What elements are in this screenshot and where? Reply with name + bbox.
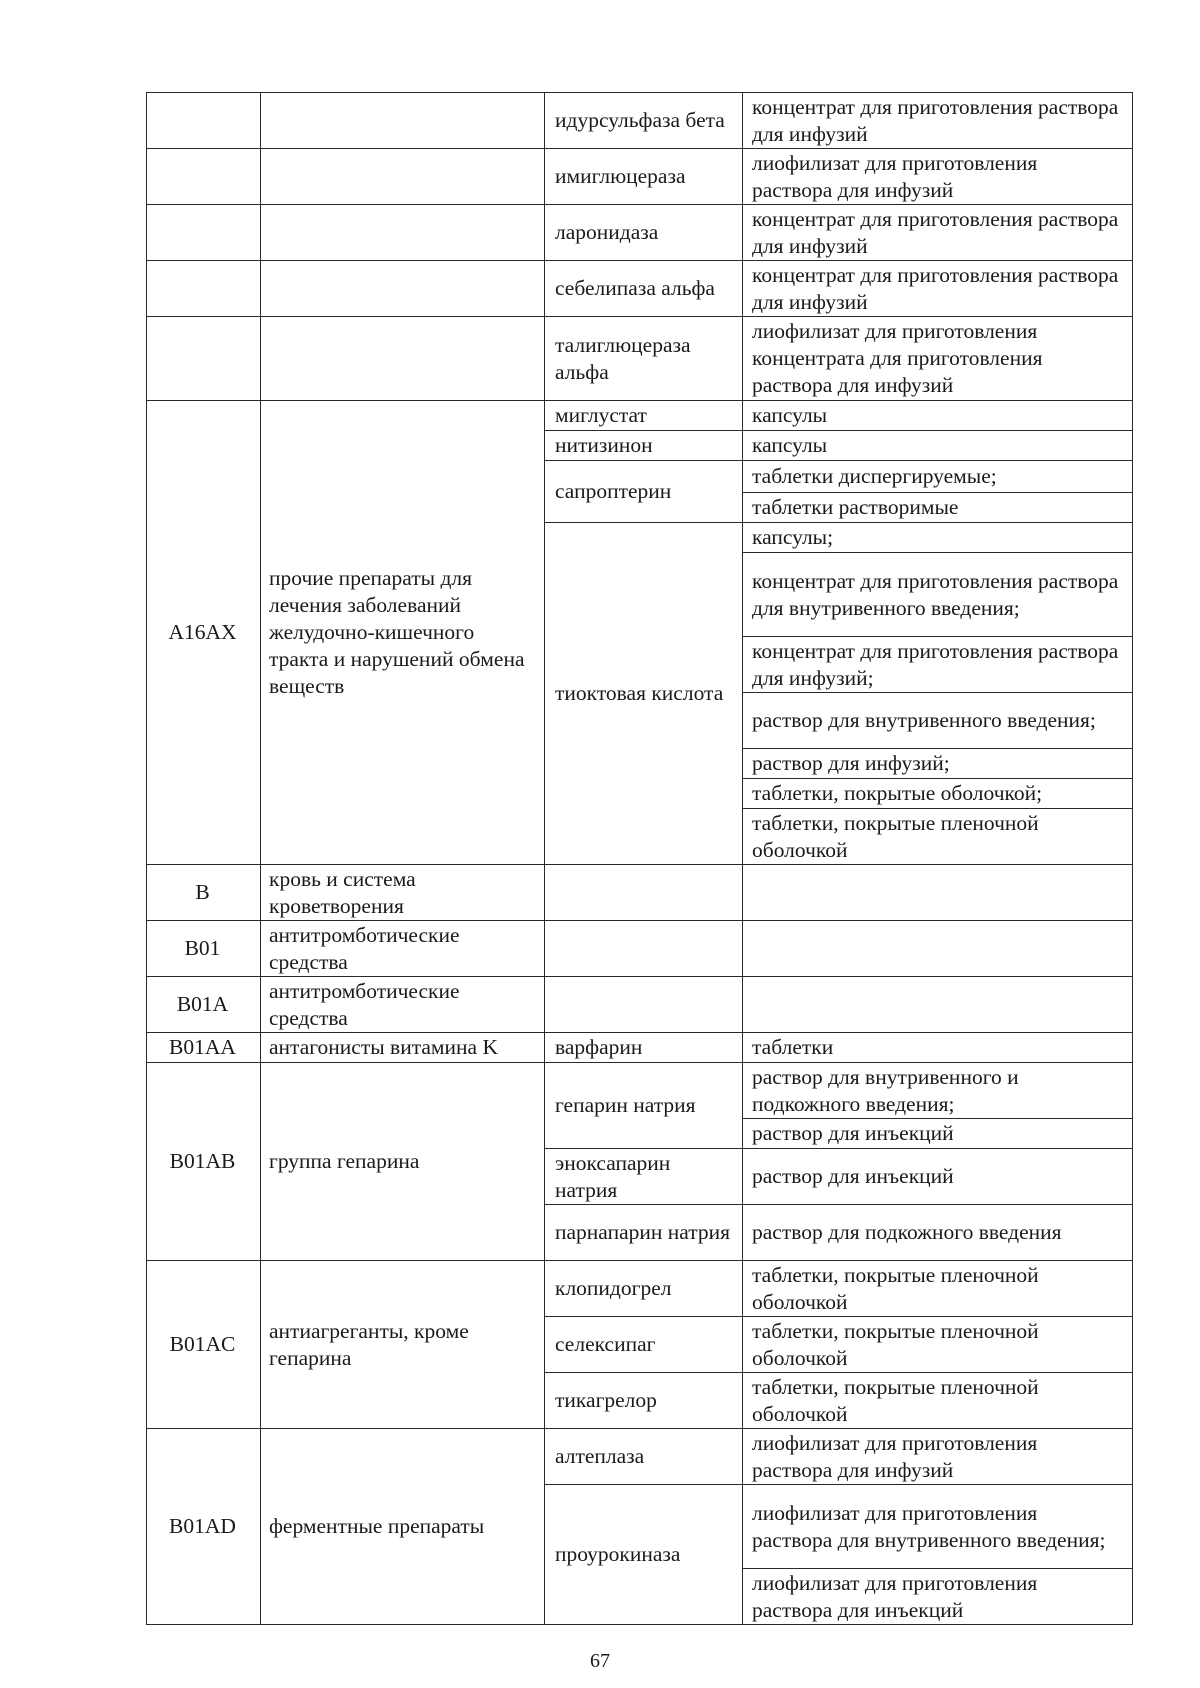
page-number: 67	[590, 1650, 610, 1672]
dosage-form-cell: концентрат для приготовления раствора для инфузий;	[743, 637, 1133, 693]
atc-code-cell: B01AC	[147, 1261, 261, 1429]
group-name-cell: антиагреганты, кроме гепарина	[261, 1261, 545, 1429]
drug-name-cell: эноксапарин натрия	[545, 1149, 743, 1205]
dosage-form-cell	[743, 921, 1133, 977]
dosage-form-cell: капсулы	[743, 431, 1133, 461]
table-row	[147, 261, 1133, 317]
drug-name-cell: сапроптерин	[545, 461, 743, 523]
dosage-form-cell: капсулы	[743, 401, 1133, 431]
drug-name-cell	[545, 921, 743, 977]
atc-code-cell: B	[147, 865, 261, 921]
table-body	[147, 93, 1133, 1625]
table-row	[147, 1261, 1133, 1317]
drug-name-cell: парнапарин натрия	[545, 1205, 743, 1261]
table-row	[147, 149, 1133, 205]
table-row	[147, 865, 1133, 921]
dosage-form-cell: концентрат для приготовления раствора для инфузий	[743, 93, 1133, 149]
table-row	[147, 1429, 1133, 1485]
atc-code-cell	[147, 205, 261, 261]
table-row	[147, 317, 1133, 401]
table-row	[147, 921, 1133, 977]
atc-code-cell: A16AX	[147, 401, 261, 865]
dosage-form-cell: лиофилизат для приготовления раствора для внутривенного введения;	[743, 1485, 1133, 1569]
table-row	[147, 1033, 1133, 1063]
dosage-form-cell: концентрат для приготовления раствора для внутривенного введения;	[743, 553, 1133, 637]
drug-name-cell: идурсульфаза бета	[545, 93, 743, 149]
dosage-form-cell: лиофилизат для приготовления раствора для инфузий	[743, 1429, 1133, 1485]
dosage-form-cell	[743, 977, 1133, 1033]
dosage-form-cell: раствор для инъекций	[743, 1119, 1133, 1149]
drug-name-cell: гепарин натрия	[545, 1063, 743, 1149]
drug-name-cell: проурокиназа	[545, 1485, 743, 1625]
drug-name-cell	[545, 977, 743, 1033]
group-name-cell	[261, 93, 545, 149]
dosage-form-cell: таблетки, покрытые пленочной оболочкой	[743, 809, 1133, 865]
dosage-form-cell: раствор для инфузий;	[743, 749, 1133, 779]
drug-name-cell: варфарин	[545, 1033, 743, 1063]
dosage-form-cell: таблетки диспергируемые;	[743, 461, 1133, 493]
group-name-cell	[261, 149, 545, 205]
drug-name-cell: алтеплаза	[545, 1429, 743, 1485]
group-name-cell: антагонисты витамина K	[261, 1033, 545, 1063]
dosage-form-cell: раствор для подкожного введения	[743, 1205, 1133, 1261]
drug-name-cell: имиглюцераза	[545, 149, 743, 205]
dosage-form-cell: раствор для внутривенного и подкожного введения;	[743, 1063, 1133, 1119]
dosage-form-cell: лиофилизат для приготовления раствора для инфузий	[743, 149, 1133, 205]
atc-code-cell	[147, 317, 261, 401]
dosage-form-cell: таблетки, покрытые пленочной оболочкой	[743, 1373, 1133, 1429]
atc-code-cell: B01AA	[147, 1033, 261, 1063]
dosage-form-cell	[743, 865, 1133, 921]
table-row	[147, 93, 1133, 149]
atc-code-cell	[147, 149, 261, 205]
dosage-form-cell: раствор для внутривенного введения;	[743, 693, 1133, 749]
atc-code-cell	[147, 261, 261, 317]
dosage-form-cell: таблетки, покрытые пленочной оболочкой	[743, 1261, 1133, 1317]
group-name-cell: антитромботические средства	[261, 921, 545, 977]
dosage-form-cell: лиофилизат для приготовления раствора для инъекций	[743, 1569, 1133, 1625]
drug-name-cell: талиглюцераза альфа	[545, 317, 743, 401]
drug-name-cell: клопидогрел	[545, 1261, 743, 1317]
table-row	[147, 205, 1133, 261]
group-name-cell	[261, 205, 545, 261]
table-row	[147, 401, 1133, 431]
drug-name-cell: нитизинон	[545, 431, 743, 461]
dosage-form-cell: концентрат для приготовления раствора для инфузий	[743, 261, 1133, 317]
drug-name-cell: селексипаг	[545, 1317, 743, 1373]
dosage-form-cell: таблетки, покрытые оболочкой;	[743, 779, 1133, 809]
drug-name-cell: тиоктовая кислота	[545, 523, 743, 865]
dosage-form-cell: таблетки	[743, 1033, 1133, 1063]
dosage-form-cell: капсулы;	[743, 523, 1133, 553]
atc-code-cell: B01AB	[147, 1063, 261, 1261]
drug-list-table	[146, 92, 1133, 1625]
group-name-cell: группа гепарина	[261, 1063, 545, 1261]
atc-code-cell: B01A	[147, 977, 261, 1033]
dosage-form-cell: таблетки, покрытые пленочной оболочкой	[743, 1317, 1133, 1373]
group-name-cell: ферментные препараты	[261, 1429, 545, 1625]
group-name-cell	[261, 317, 545, 401]
dosage-form-cell: раствор для инъекций	[743, 1149, 1133, 1205]
group-name-cell: прочие препараты для лечения заболеваний желудочно-кишечного тракта и нарушений обмена веществ	[261, 401, 545, 865]
atc-code-cell: B01	[147, 921, 261, 977]
atc-code-cell: B01AD	[147, 1429, 261, 1625]
table-row	[147, 977, 1133, 1033]
drug-name-cell: ларонидаза	[545, 205, 743, 261]
table-row	[147, 1063, 1133, 1119]
dosage-form-cell: лиофилизат для приготовления концентрата для приготовления раствора для инфузий	[743, 317, 1133, 401]
drug-name-cell: тикагрелор	[545, 1373, 743, 1429]
drug-name-cell	[545, 865, 743, 921]
dosage-form-cell: концентрат для приготовления раствора для инфузий	[743, 205, 1133, 261]
dosage-form-cell: таблетки растворимые	[743, 493, 1133, 523]
group-name-cell	[261, 261, 545, 317]
atc-code-cell	[147, 93, 261, 149]
drug-name-cell: себелипаза альфа	[545, 261, 743, 317]
group-name-cell: антитромботические средства	[261, 977, 545, 1033]
group-name-cell: кровь и система кроветворения	[261, 865, 545, 921]
drug-name-cell: миглустат	[545, 401, 743, 431]
